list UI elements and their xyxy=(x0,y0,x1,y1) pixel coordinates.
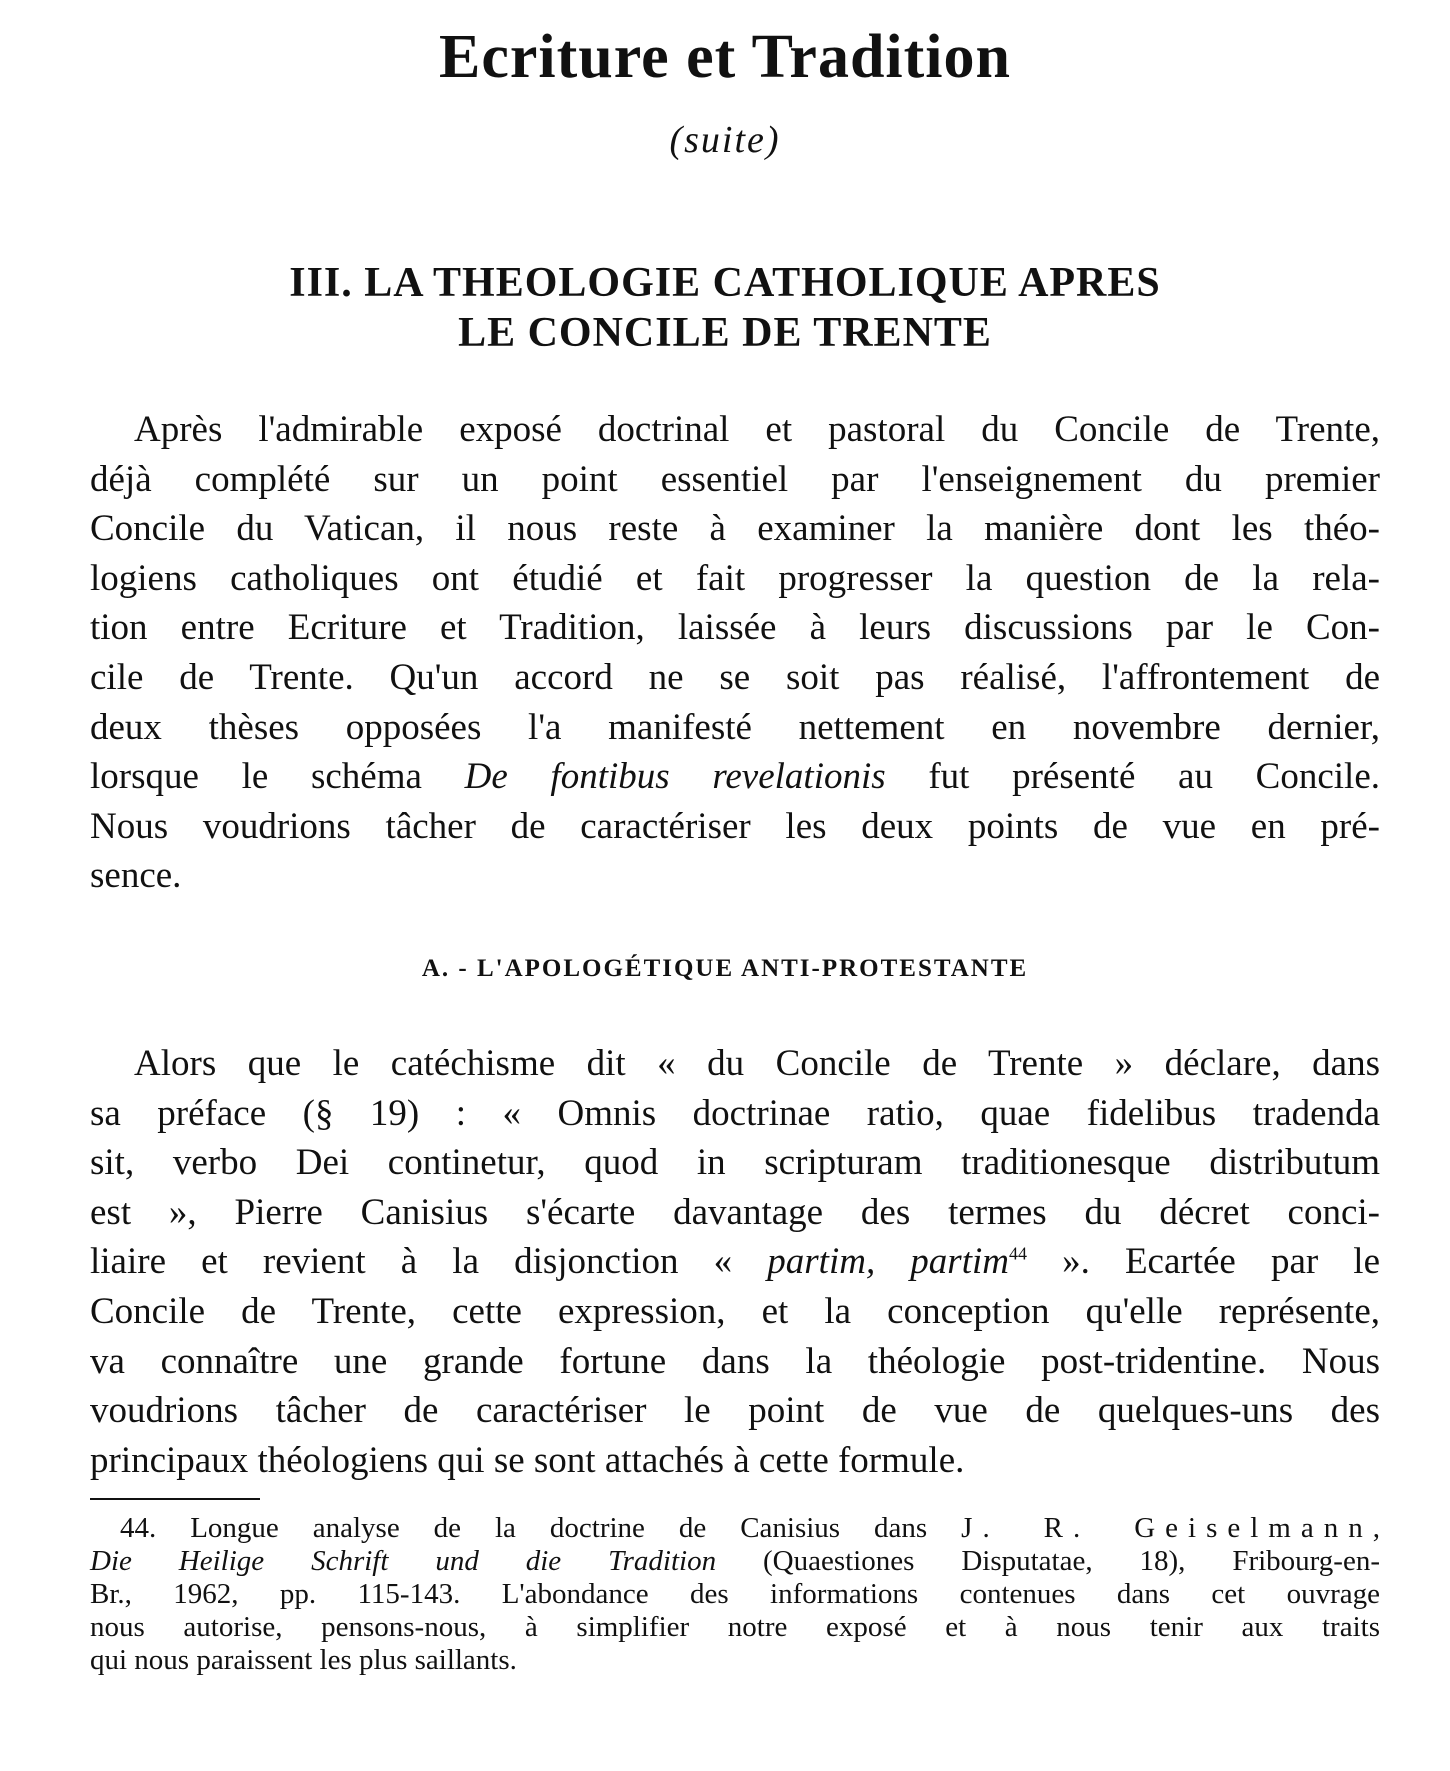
text-run: lorsque le schéma xyxy=(90,756,465,798)
footnote-44 xyxy=(90,1512,1380,1677)
footnote-line: qui nous paraissent les plus saillants. xyxy=(90,1644,517,1676)
paragraph-line: sence. xyxy=(90,855,182,897)
text-run: fut présenté au Concile. xyxy=(885,756,1380,798)
paragraph-line: déjà complété sur un point essentiel par l'enseignement du premier xyxy=(90,458,1380,500)
schema-title-italic: De fontibus revelationis xyxy=(464,756,886,798)
author-name: J. R. Geiselmann xyxy=(961,1512,1373,1544)
paragraph-line: Concile du Vatican, il nous reste à examiner la manière dont les théo- xyxy=(90,508,1380,550)
paragraph-line xyxy=(90,752,1380,802)
section-heading-line-1: III. LA THEOLOGIE CATHOLIQUE APRES xyxy=(289,260,1161,306)
paragraph-2 xyxy=(90,1039,1380,1485)
footnote-line xyxy=(90,1512,1380,1545)
paragraph-line xyxy=(90,1237,1380,1287)
book-title-italic: Die Heilige Schrift und die Tradition xyxy=(90,1545,717,1577)
paragraph-line: Concile de Trente, cette expression, et la conception qu'elle représente, xyxy=(90,1290,1380,1332)
paragraph-line: va connaître une grande fortune dans la théologie post-tridentine. Nous xyxy=(90,1340,1380,1382)
paragraph-line: deux thèses opposées l'a manifesté nettement en novembre dernier, xyxy=(90,706,1380,748)
text-run: (Quaestiones Disputatae, 18), Fribourg-en- xyxy=(716,1545,1380,1577)
paragraph-line: sa préface (§ 19) : « Omnis doctrinae ratio, quae fidelibus tradenda xyxy=(90,1092,1380,1134)
paragraph-line: sit, verbo Dei continetur, quod in scripturam traditionesque distributum xyxy=(90,1142,1380,1184)
paragraph-line: cile de Trente. Qu'un accord ne se soit pas réalisé, l'affrontement de xyxy=(90,656,1380,698)
paragraph-line: tion entre Ecriture et Tradition, laissée à leurs discussions par le Con- xyxy=(90,607,1380,649)
paragraph-line: Après l'admirable exposé doctrinal et pastoral du Concile de Trente, xyxy=(134,409,1380,450)
text-run: , xyxy=(1372,1512,1380,1544)
paragraph-line: est », Pierre Canisius s'écarte davantage des termes du décret conci- xyxy=(90,1191,1380,1233)
text-run: liaire et revient à la disjonction « xyxy=(90,1241,768,1283)
text-run: ». Ecartée par le xyxy=(1026,1241,1381,1283)
footnote-divider xyxy=(90,1498,260,1500)
footnote-line: nous autorise, pensons-nous, à simplifier notre exposé et à nous tenir aux traits xyxy=(90,1611,1380,1643)
paragraph-line: Nous voudrions tâcher de caractériser les deux points de vue en pré- xyxy=(90,805,1380,847)
footnote-line: Br., 1962, pp. 115-143. L'abondance des informations contenues dans cet ouvrage xyxy=(90,1578,1380,1610)
subsection-heading: A. - L'APOLOGÉTIQUE ANTI-PROTESTANTE xyxy=(421,955,1029,982)
paragraph-line: voudrions tâcher de caractériser le point de vue de quelques-uns des xyxy=(90,1390,1380,1432)
footnote-reference[interactable]: 44 xyxy=(1008,1244,1027,1265)
footnote-line xyxy=(90,1545,1380,1578)
paragraph-line: principaux théologiens qui se sont attachés à cette formule. xyxy=(90,1439,965,1481)
page-title: Ecriture et Tradition xyxy=(438,23,1012,91)
latin-phrase-italic: partim, partim xyxy=(767,1241,1009,1283)
text-run: 44. Longue analyse de la doctrine de Canisius dans xyxy=(120,1512,962,1544)
page-subtitle: (suite) xyxy=(669,119,781,161)
paragraph-1 xyxy=(90,405,1380,901)
section-heading xyxy=(0,258,1450,358)
paragraph-line: Alors que le catéchisme dit « du Concile de Trente » déclare, dans xyxy=(134,1043,1380,1084)
section-heading-line-2: LE CONCILE DE TRENTE xyxy=(458,310,992,356)
paragraph-line: logiens catholiques ont étudié et fait progresser la question de la rela- xyxy=(90,557,1380,599)
